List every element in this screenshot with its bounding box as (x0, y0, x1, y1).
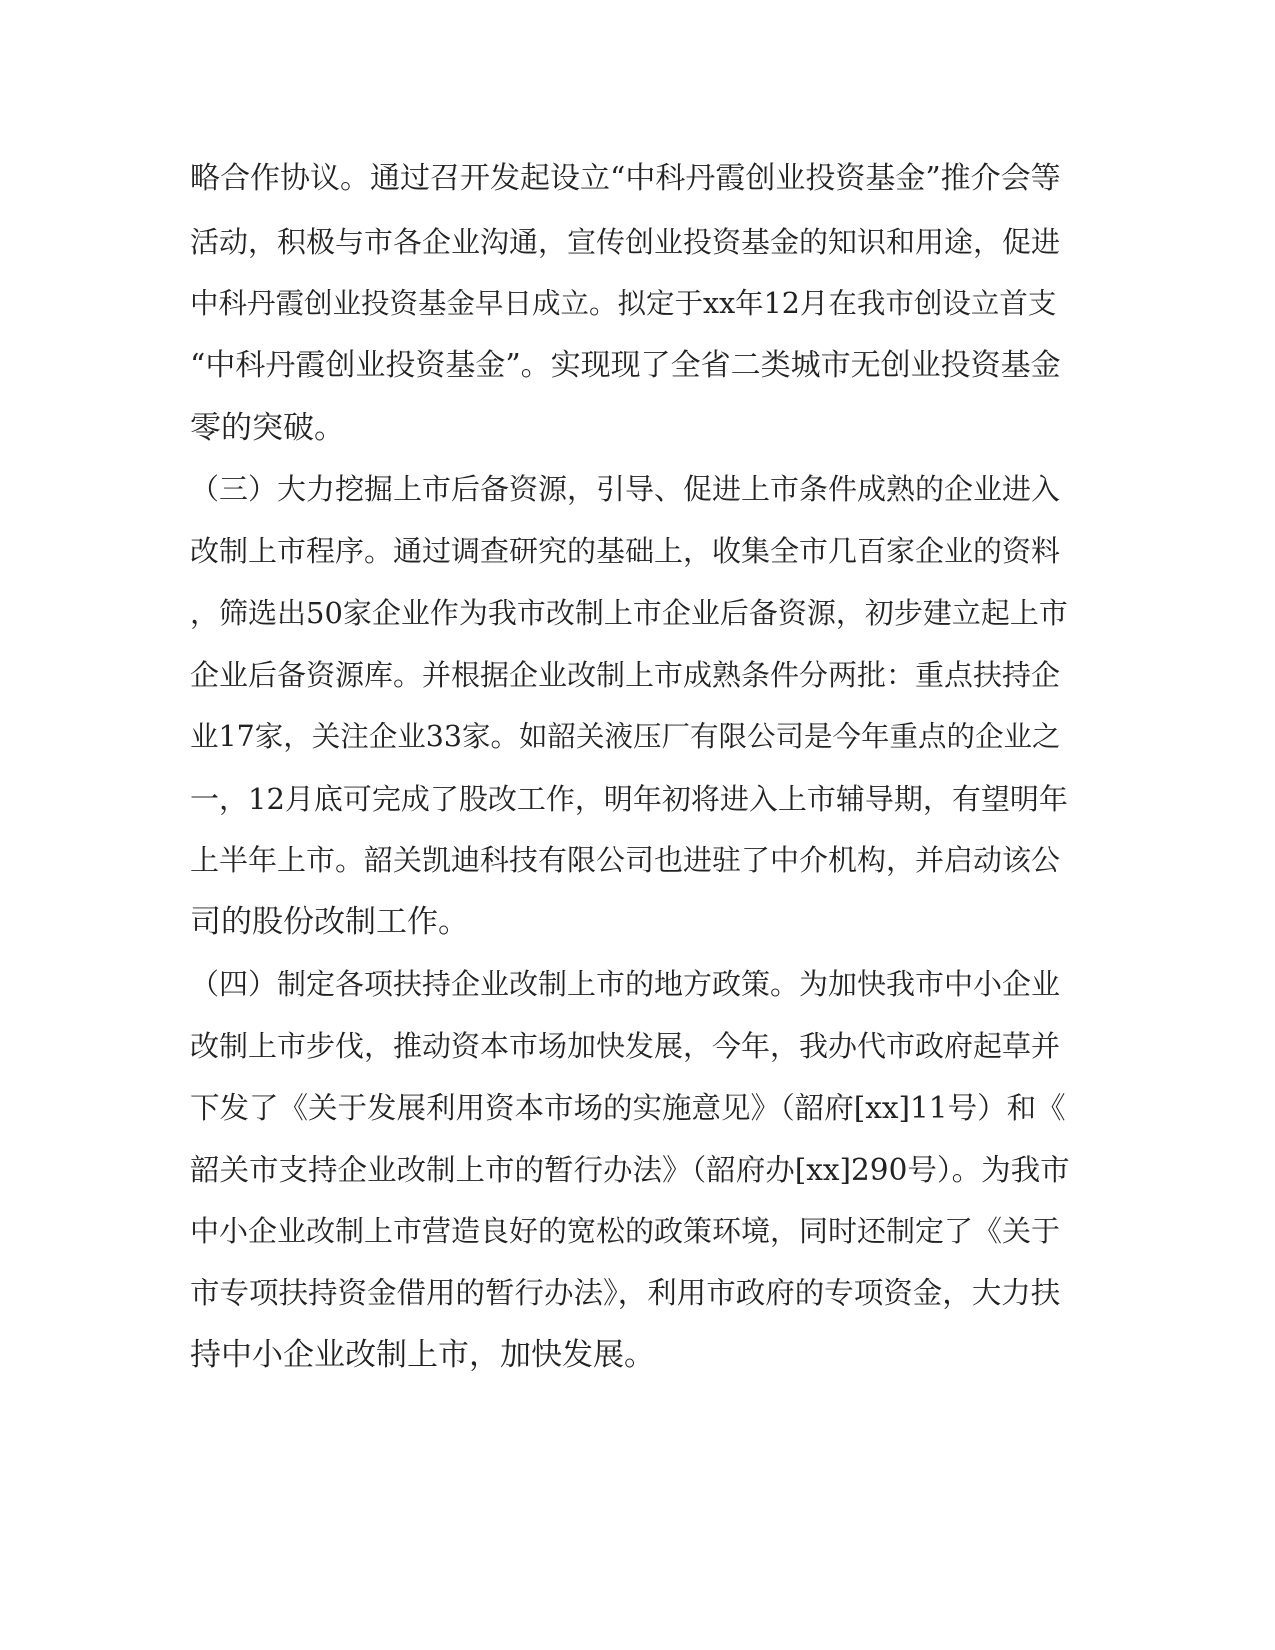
body-text-line: 零的突破。 (190, 410, 345, 446)
body-text-line: 一，12月底可完成了股改工作，明年初将进入上市辅导期，有望明年 (190, 782, 1068, 816)
body-text-line: 中小企业改制上市营造良好的宽松的政策环境，同时还制定了《关于 (190, 1214, 1061, 1248)
body-text-line: 改制上市步伐，推动资本市场加快发展，今年，我办代市政府起草并 (190, 1029, 1061, 1063)
body-text-line: 业17家，关注企业33家。如韶关液压厂有限公司是今年重点的企业之 (190, 720, 1061, 753)
section-heading-line: （四）制定各项扶持企业改制上市的地方政策。为加快我市中小企业 (190, 967, 1061, 1001)
body-text-line: 市专项扶持资金借用的暂行办法》，利用市政府的专项资金，大力扶 (190, 1276, 1061, 1310)
body-text-line: 韶关市支持企业改制上市的暂行办法》（韶府办[xx]290号）。为我市 (190, 1153, 1070, 1187)
body-text-line: ，筛选出50家企业作为我市改制上市企业后备资源，初步建立起上市 (190, 596, 1068, 630)
body-text-line: 中科丹霞创业投资基金早日成立。拟定于xx年12月在我市创设立首支 (190, 287, 1057, 320)
body-text-line: 活动，积极与市各企业沟通，宣传创业投资基金的知识和用途，促进 (190, 225, 1061, 259)
body-text-line: 司的股份改制工作。 (190, 904, 469, 940)
body-text-line: 改制上市程序。通过调查研究的基础上，收集全市几百家企业的资料 (190, 534, 1061, 568)
body-text-line: 略合作协议。通过召开发起设立“中科丹霞创业投资基金”推介会等 (190, 161, 1061, 196)
body-text-line: 持中小企业改制上市，加快发展。 (190, 1337, 655, 1373)
section-heading-line: （三）大力挖掘上市后备资源，引导、促进上市条件成熟的企业进入 (190, 472, 1061, 506)
body-text-line: “中科丹霞创业投资基金”。实现现了全省二类城市无创业投资基金 (190, 348, 1061, 383)
body-text-line: 上半年上市。韶关凯迪科技有限公司也进驻了中介机构，并启动该公 (190, 843, 1061, 877)
body-text-line: 下发了《关于发展利用资本市场的实施意见》（韶府[xx]11号）和《 (190, 1091, 1066, 1125)
body-text-line: 企业后备资源库。并根据企业改制上市成熟条件分两批：重点扶持企 (190, 658, 1061, 692)
